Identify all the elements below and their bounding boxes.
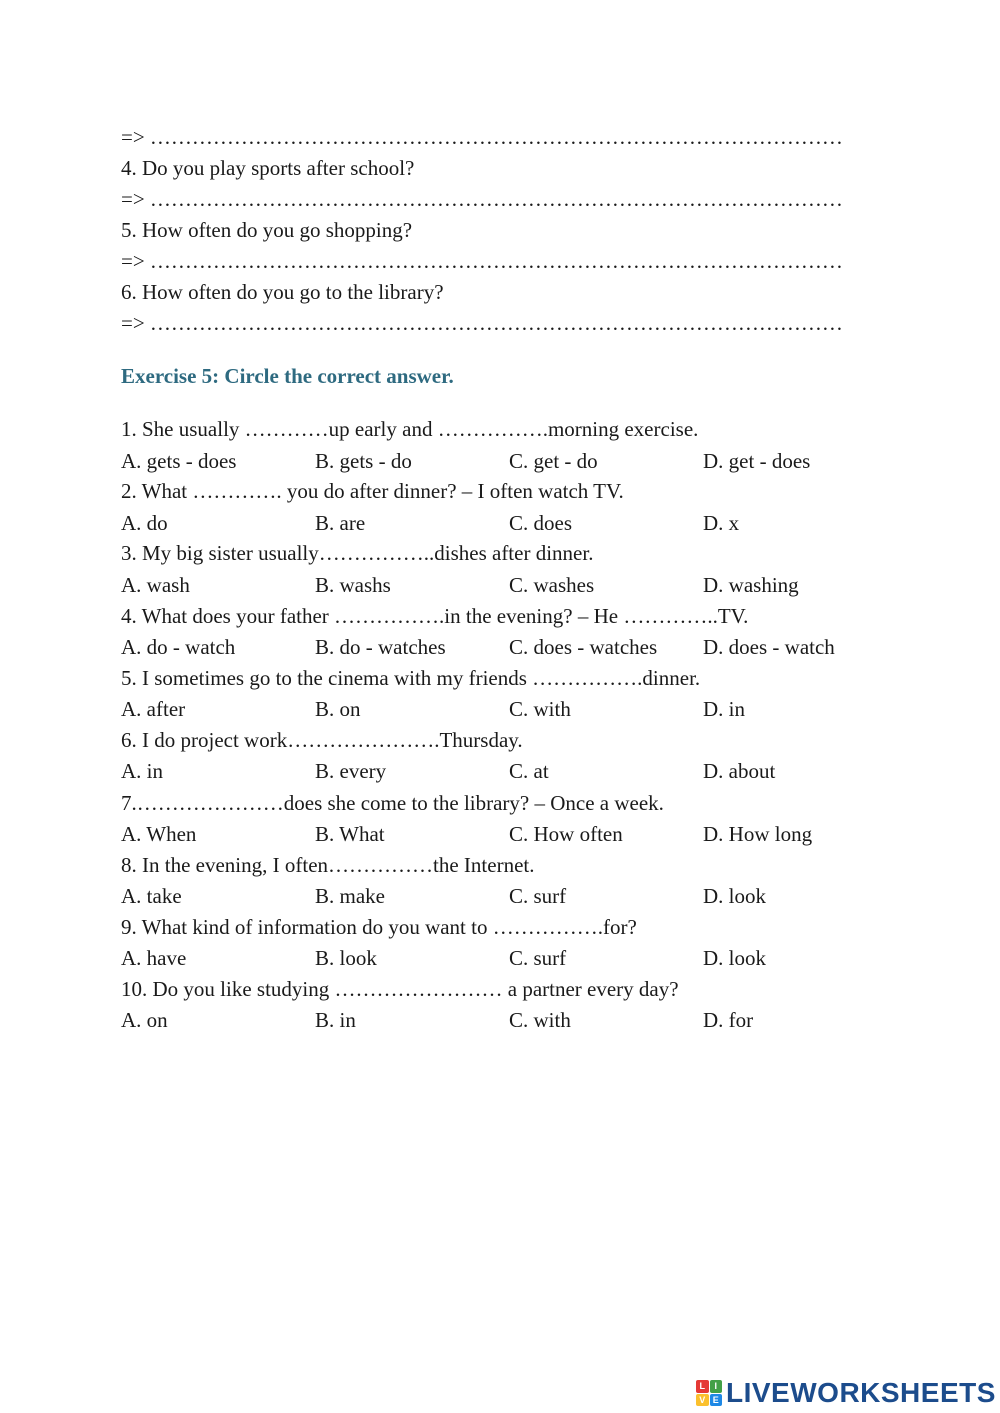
answer-option-a[interactable]: A. in <box>121 759 163 783</box>
answer-option-c[interactable]: C. does <box>509 511 572 535</box>
answer-option-b[interactable]: B. are <box>315 511 366 535</box>
answer-option-b[interactable]: B. make <box>315 884 385 908</box>
answer-option-a[interactable]: A. have <box>121 946 187 970</box>
answer-option-d[interactable]: D. in <box>703 697 745 721</box>
answer-option-a[interactable]: A. wash <box>121 573 190 597</box>
question-text: 2. What …………. you do after dinner? – I often watch TV. <box>121 479 624 503</box>
answer-option-d[interactable]: D. get - does <box>703 449 811 473</box>
question-text: 7.…………………does she come to the library? – Once a week. <box>121 791 664 815</box>
answer-option-d[interactable]: D. does - watch <box>703 635 835 659</box>
logo-tile: L <box>696 1380 709 1393</box>
answer-line[interactable]: => ……………………………………………………………………………………… <box>121 249 843 273</box>
question-text: 5. I sometimes go to the cinema with my friends …………….dinner. <box>121 666 701 690</box>
answer-option-d[interactable]: D. x <box>703 511 740 535</box>
logo-tile: I <box>710 1380 723 1393</box>
answer-line[interactable]: => ……………………………………………………………………………………… <box>121 125 843 149</box>
answer-option-a[interactable]: A. on <box>121 1008 168 1032</box>
question-text: 5. How often do you go shopping? <box>121 218 413 242</box>
answer-option-a[interactable]: A. do <box>121 511 168 535</box>
question-text: 9. What kind of information do you want to …………….for? <box>121 915 637 939</box>
answer-option-c[interactable]: C. with <box>509 697 571 721</box>
answer-option-c[interactable]: C. at <box>509 759 549 783</box>
liveworksheets-logo <box>696 1376 996 1410</box>
answer-option-d[interactable]: D. about <box>703 759 776 783</box>
answer-option-d[interactable]: D. look <box>703 946 766 970</box>
answer-line[interactable]: => ……………………………………………………………………………………… <box>121 311 843 335</box>
answer-option-c[interactable]: C. with <box>509 1008 571 1032</box>
logo-tile: E <box>710 1394 723 1407</box>
answer-option-b[interactable]: B. What <box>315 822 385 846</box>
question-text: 6. How often do you go to the library? <box>121 280 444 304</box>
answer-option-c[interactable]: C. does - watches <box>509 635 658 659</box>
liveworksheets-logo-icon <box>696 1380 722 1406</box>
question-text: 4. What does your father …………….in the evening? – He …………..TV. <box>121 604 749 628</box>
answer-option-b[interactable]: B. washs <box>315 573 391 597</box>
answer-line[interactable]: => ……………………………………………………………………………………… <box>121 187 843 211</box>
answer-option-b[interactable]: B. look <box>315 946 377 970</box>
answer-option-d[interactable]: D. washing <box>703 573 799 597</box>
answer-option-b[interactable]: B. every <box>315 759 387 783</box>
answer-option-a[interactable]: A. after <box>121 697 186 721</box>
question-text: 1. She usually …………up early and …………….morning exercise. <box>121 417 699 441</box>
question-text: 10. Do you like studying …………………… a partner every day? <box>121 977 679 1001</box>
answer-option-c[interactable]: C. surf <box>509 946 567 970</box>
answer-option-c[interactable]: C. How often <box>509 822 623 846</box>
question-text: 6. I do project work………………….Thursday. <box>121 728 523 752</box>
answer-option-a[interactable]: A. take <box>121 884 182 908</box>
answer-option-c[interactable]: C. get - do <box>509 449 598 473</box>
answer-option-b[interactable]: B. on <box>315 697 361 721</box>
answer-option-b[interactable]: B. do - watches <box>315 635 446 659</box>
answer-option-b[interactable]: B. gets - do <box>315 449 412 473</box>
answer-option-c[interactable]: C. washes <box>509 573 595 597</box>
question-text: 8. In the evening, I often……………the Internet. <box>121 853 535 877</box>
exercise-heading: Exercise 5: Circle the correct answer. <box>121 364 454 388</box>
answer-option-b[interactable]: B. in <box>315 1008 356 1032</box>
answer-option-a[interactable]: A. do - watch <box>121 635 236 659</box>
answer-option-d[interactable]: D. How long <box>703 822 813 846</box>
question-text: 3. My big sister usually……………..dishes after dinner. <box>121 541 594 565</box>
logo-tile: V <box>696 1394 709 1407</box>
logo-wordmark: LIVEWORKSHEETS <box>726 1377 996 1408</box>
question-text: 4. Do you play sports after school? <box>121 156 415 180</box>
answer-option-a[interactable]: A. When <box>121 822 197 846</box>
answer-option-d[interactable]: D. for <box>703 1008 754 1032</box>
answer-option-a[interactable]: A. gets - does <box>121 449 237 473</box>
answer-option-d[interactable]: D. look <box>703 884 766 908</box>
answer-option-c[interactable]: C. surf <box>509 884 567 908</box>
